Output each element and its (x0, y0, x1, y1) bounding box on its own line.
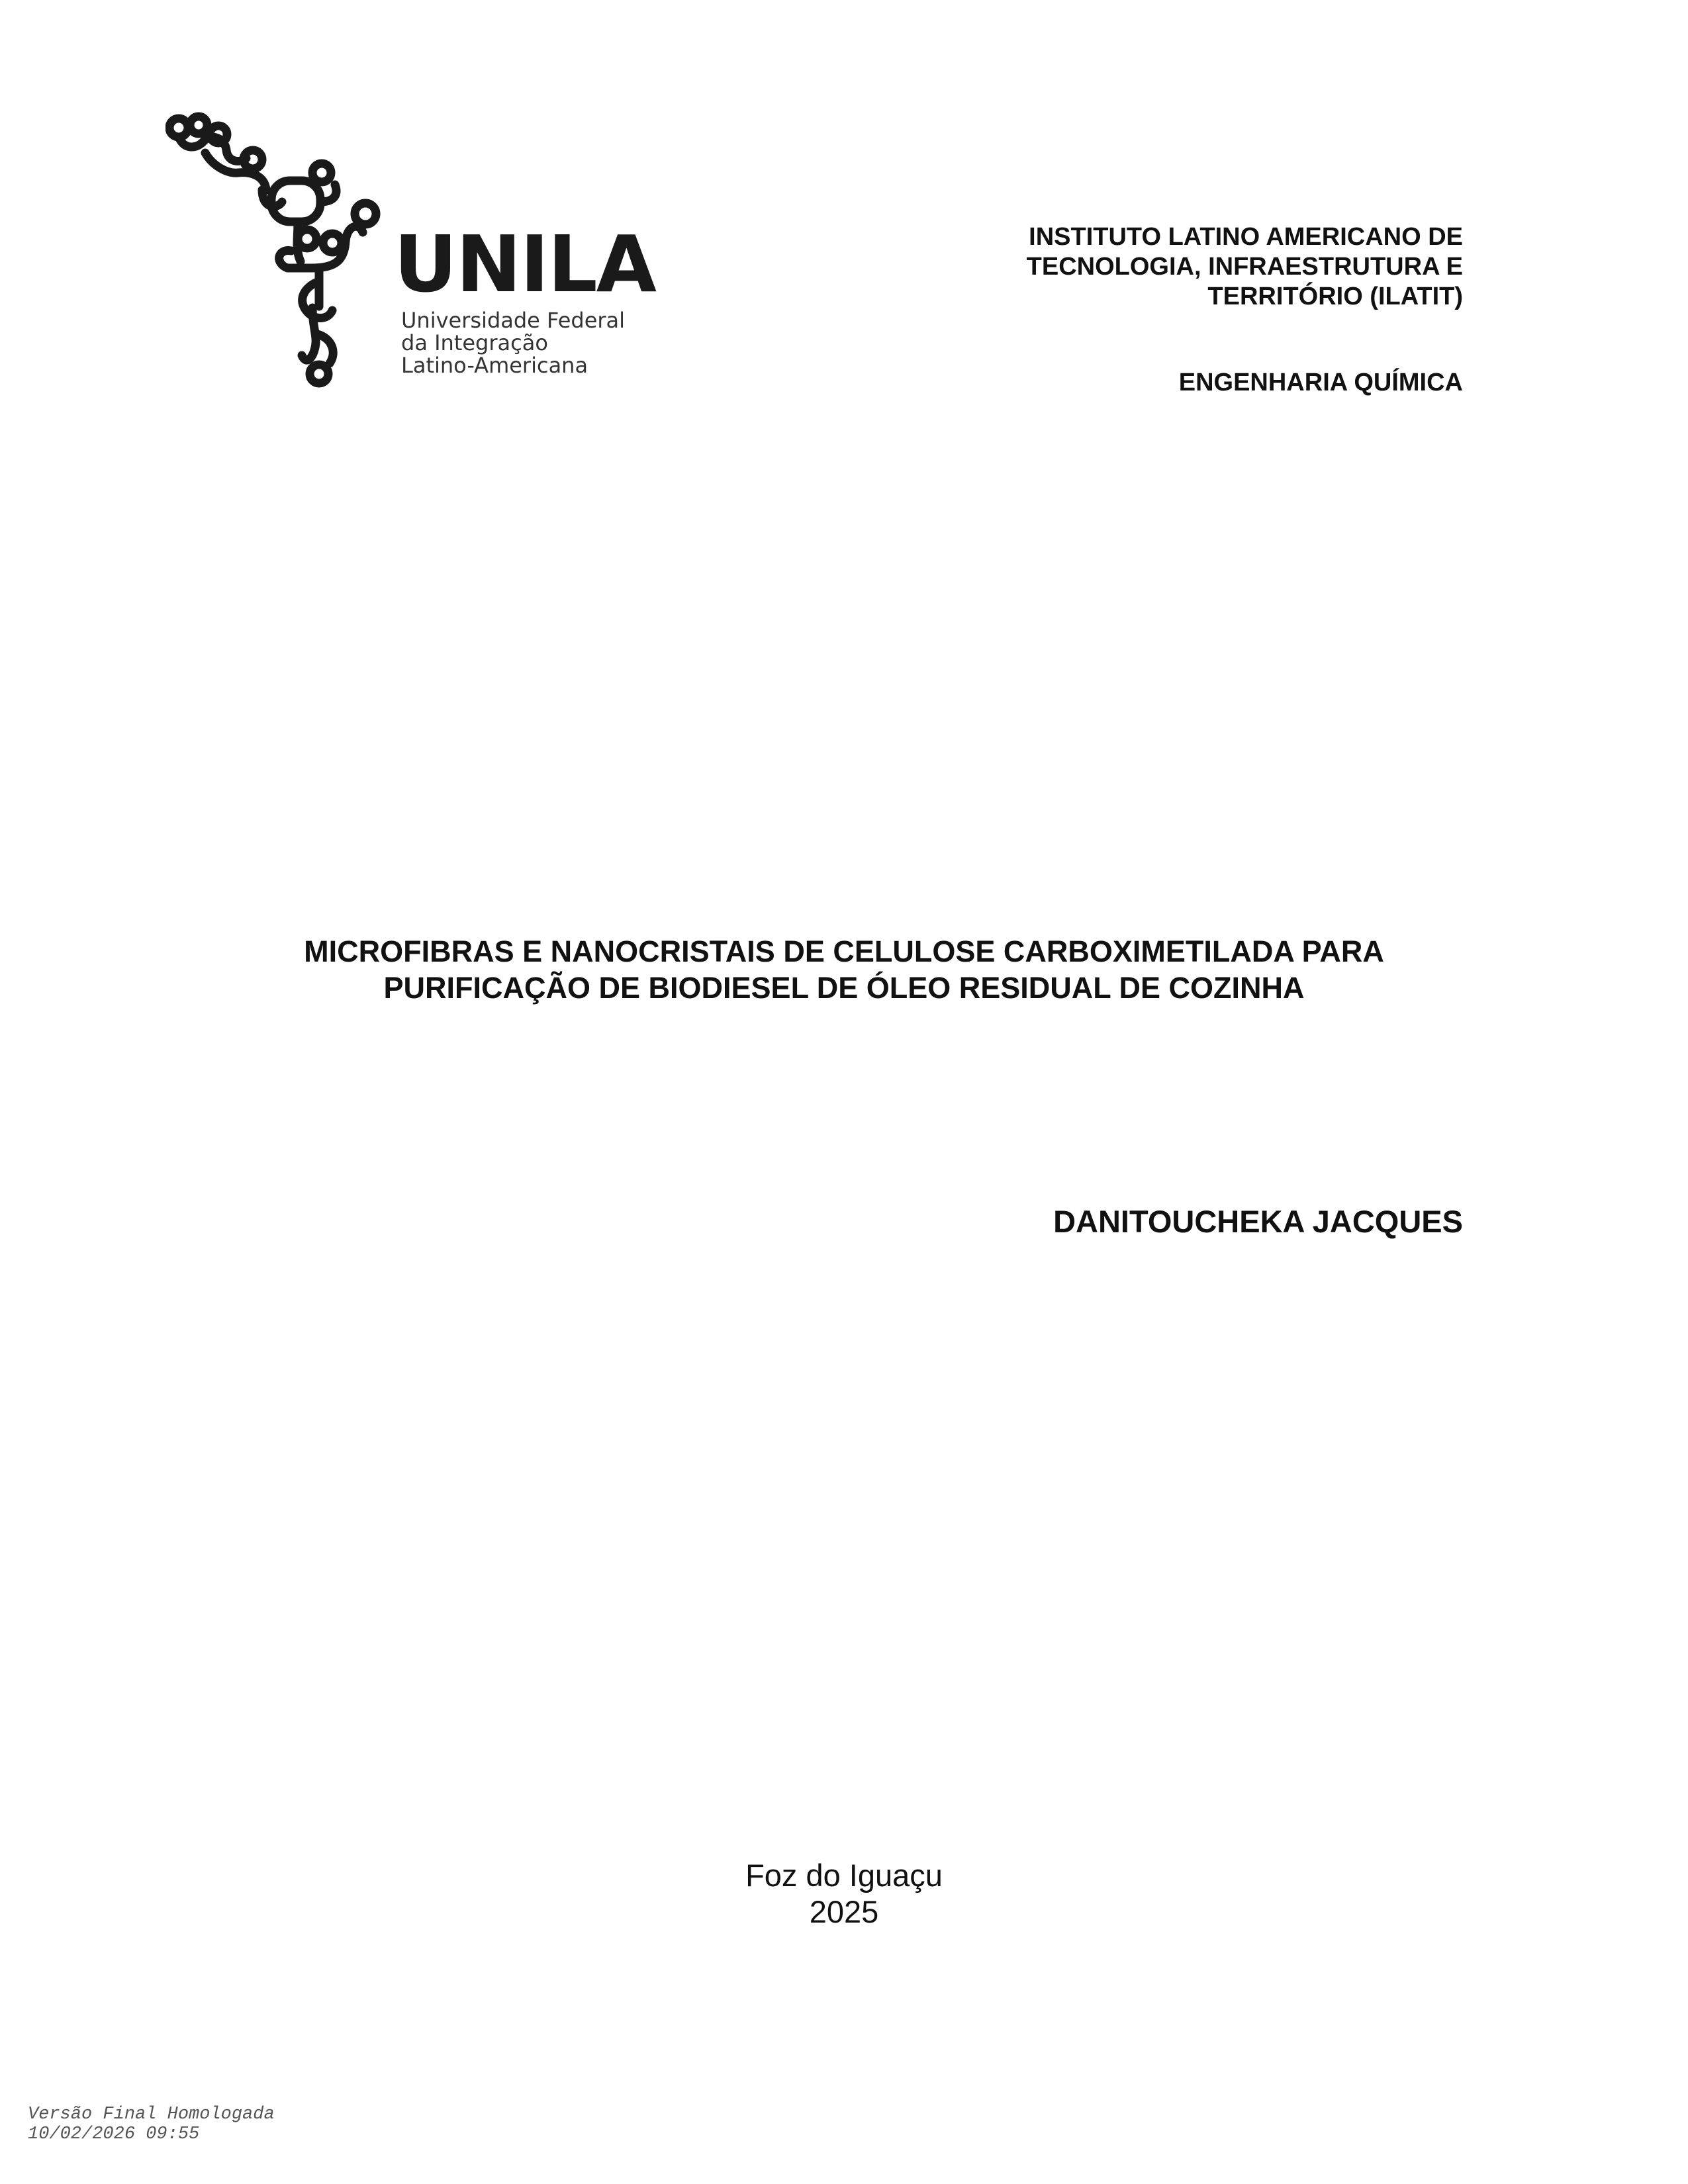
logo-subtitle-line: Latino-Americana (401, 353, 588, 378)
logo-subtitle-line: Universidade Federal (401, 308, 626, 333)
version-stamp (28, 2105, 275, 2144)
title-line: PURIFICAÇÃO DE BIODIESEL DE ÓLEO RESIDUAL DE COZINHA (383, 971, 1305, 1005)
document-title (199, 933, 1489, 1006)
title-line: MICROFIBRAS E NANOCRISTAIS DE CELULOSE CARBOXIMETILADA PARA (304, 934, 1384, 968)
author-name: DANITOUCHEKA JACQUES (1053, 1204, 1463, 1239)
stamp-label: Versão Final Homologada (28, 2105, 275, 2124)
logo-wordmark: UNILA (394, 218, 655, 310)
year: 2025 (809, 1894, 879, 1929)
institute-line: TECNOLOGIA, INFRAESTRUTURA E (1026, 253, 1463, 281)
unila-latin-america-knot-icon (165, 109, 404, 394)
stamp-datetime: 10/02/2026 09:55 (28, 2124, 200, 2144)
course-name: ENGENHARIA QUÍMICA (1178, 369, 1463, 396)
logo-subtitle-line: da Integração (401, 330, 548, 355)
institute-line: TERRITÓRIO (ILATIT) (1207, 283, 1463, 310)
university-logo (165, 109, 655, 394)
institute-line: INSTITUTO LATINO AMERICANO DE (1029, 223, 1463, 251)
place-and-year (0, 1857, 1688, 1930)
institute-name (1027, 222, 1463, 312)
city: Foz do Iguaçu (745, 1858, 943, 1893)
